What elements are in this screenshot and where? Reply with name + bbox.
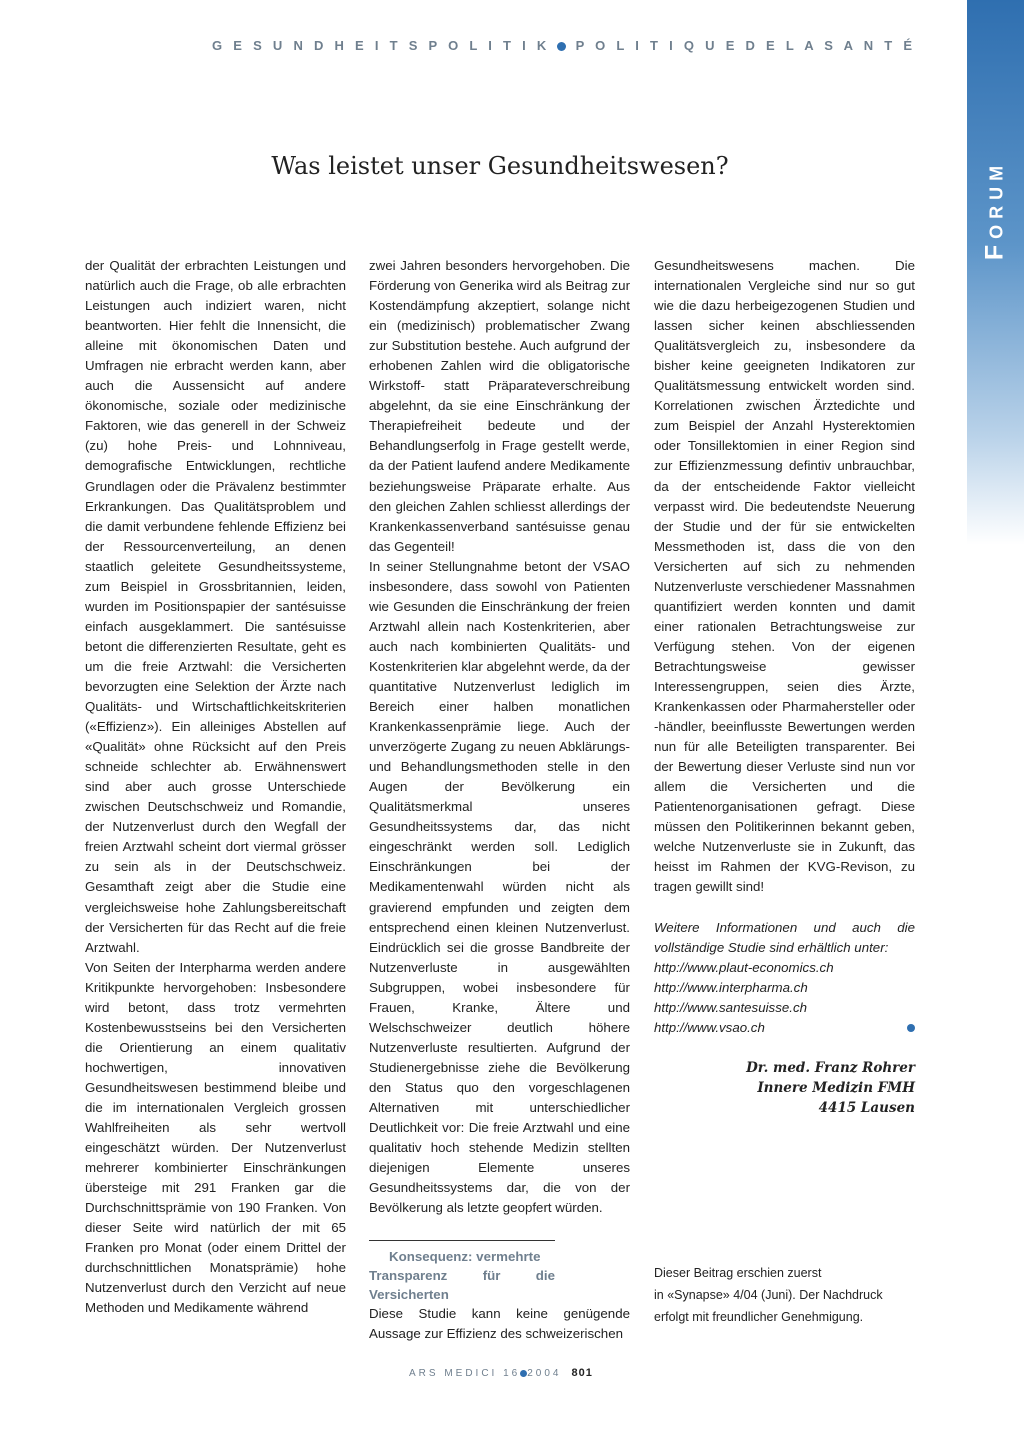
- end-mark-icon: [907, 1024, 915, 1032]
- link[interactable]: http://www.santesuisse.ch: [654, 999, 807, 1015]
- author-location: 4415 Lausen: [818, 1099, 915, 1116]
- journal-year: 2004: [527, 1368, 562, 1379]
- journal-name: ARS MEDICI 16: [409, 1368, 521, 1379]
- column-3: [654, 256, 915, 1118]
- section-subheading: Konsequenz: vermehrte Transparenz für die Versicherten: [369, 1240, 555, 1304]
- column-2: [369, 256, 630, 1344]
- section-sidebar: [967, 0, 1024, 545]
- link-list: [654, 958, 915, 1038]
- paragraph: der Qualität der erbrachten Leistungen und natürlich auch die Frage, ob alle erbrachten Leistungen auch indiziert waren, nicht beantworten. Hier fehlt die Innensicht, die alleine mit ökonomischen Daten und Umfragen nie erbracht werden kann, aber auch die Aussensicht auf andere ökonomische, soziale oder medizinische Faktoren, wie das generell in der Schweiz (zu) hohe Preis- und Lohnniveau, demografische Entwicklungen, rechtliche Grundlagen oder die Prävalenz bestimmter Erkrankungen. Das Qualitätsproblem und die damit verbundene fehlende Effizienz bei der Ressourcenverteilung, an denen staatlich geleitete Gesundheitssysteme, zum Beispiel in Grossbritannien, leiden, wurden im Positionspapier der santésuisse einfach ausgeklammert. Die santésuisse betont die differenzierten Resultate, geht es um die freie Arztwahl: die Versicherten bevorzugten eine Selektion der Ärzte nach Qualitäts- und Wirtschaftlichkeitskriterien («Effizienz»). Ein alleiniges Abstellen auf «Qualität» ohne Rücksicht auf den Preis schneide schlechter ab. Erwähnenswert sind aber auch grosse Unterschiede zwischen Deutschschweiz und Romandie, der Nutzenverlust durch den Wegfall der freien Arztwahl scheint dort viermal grösser zu sein als in der Deutschschweiz. Gesamthaft zeigt aber die Studie eine vergleichsweise hohe Zahlungsbereitschaft der Versicherten für das Recht auf die freie Arztwahl.: [85, 258, 346, 955]
- page-number: 801: [571, 1367, 593, 1379]
- header-right: P O L I T I Q U E D E L A S A N T É: [575, 38, 914, 53]
- more-info-text: Weitere Informationen und auch die vollständige Studie sind erhältlich unter:: [654, 919, 915, 955]
- section-label: FORUM: [980, 159, 1009, 261]
- paragraph: Diese Studie kann keine genügende Aussage zur Effizienz des schweizerischen: [369, 1306, 630, 1342]
- paragraph: zwei Jahren besonders hervorgehoben. Die Förderung von Generika wird als Beitrag zur Kostendämpfung akzeptiert, solange nicht ein (medizinisch) problematischer Zwang zur Substitution bestehe. Auch aufgrund der erhobenen Zahlen wird die obligatorische Wirkstoff- statt Präparateverschreibung abgelehnt, da sie eine Einschränkung der Therapiefreiheit bedeute und der Behandlungserfolg in Frage gestellt werde, da der Patient laufend andere Medikamente beziehungsweise Präparate erhalte. Aus den gleichen Zahlen schliesst allerdings der Krankenkassenverband santésuisse genau das Gegenteil!: [369, 258, 630, 554]
- link[interactable]: http://www.vsao.ch: [654, 1019, 765, 1035]
- publication-note: Dieser Beitrag erschien zuerst in «Synapse» 4/04 (Juni). Der Nachdruck erfolgt mit freundlicher Genehmigung.: [654, 1266, 883, 1324]
- author-block: [654, 1058, 915, 1118]
- running-header: [212, 38, 914, 53]
- link[interactable]: http://www.plaut-economics.ch: [654, 959, 834, 975]
- paragraph: Von Seiten der Interpharma werden andere Kritikpunkte hervorgehoben: Insbesondere wird betont, dass trotz vermehrten Kostenbewusstseins bei den Versicherten die Orientierung an einem qualitativ hochwertigen, innovativen Gesundheitswesen bestimmend bleibe und die im internationalen Vergleich grossen Wahlfreiheiten als sehr wertvoll eingeschätzt würden. Der Nutzenverlust mehrerer kombinierter Einschränkungen übersteige mit 291 Franken gar die Durchschnittsprämie von 190 Franken. Von dieser Seite wird natürlich der mit 65 Franken pro Monat (oder einem Drittel der durchschnittlichen Monatsprämie) hohe Nutzenverlust durch den Verzicht auf neue Methoden und Medikamente während: [85, 959, 346, 1316]
- author-name: Dr. med. Franz Rohrer: [746, 1059, 915, 1076]
- paragraph: In seiner Stellungnahme betont der VSAO insbesondere, dass sowohl von Patienten wie Gesunden die Einschränkung der freien Arztwahl allein nach Kostenkriterien, aber auch nach kombinierten Qualitäts- und Kostenkriterien klar abgelehnt werde, da der quantitative Nutzenverlust lediglich im Bereich einer halben monatlichen Krankenkassenprämie liege. Auch der unverzögerte Zugang zu neuen Abklärungs- und Behandlungsmethoden stelle in den Augen der Bevölkerung ein Qualitätsmerkmal unseres Gesundheitssystems dar, das nicht eingeschränkt werden soll. Lediglich Einschränkungen bei der Medikamentenwahl würden nicht als gravierend empfunden und zeigten dem entsprechend einen kleinen Nutzenverlust. Eindrücklich sei die grosse Bandbreite der Nutzenverluste in ausgewählten Subgruppen, wobei insbesondere für Frauen, Kranke, Ältere und Welschschweizer deutlich höhere Nutzenverluste resultierten. Aufgrund der Studienergebnisse ziehe die Bevölkerung den Status quo den vorgeschlagenen Alternativen mit unterschiedlicher Deutlichkeit vor: Die freie Arztwahl und eine qualitativ hoch stehende Medizin stellten diejenigen Elemente unseres Gesundheitssystems dar, die von der Bevölkerung als letzte geopfert würden.: [369, 558, 630, 1216]
- link[interactable]: http://www.interpharma.ch: [654, 979, 808, 995]
- column-1: [85, 256, 346, 1318]
- paragraph: Gesundheitswesens machen. Die internationalen Vergleiche sind nur so gut wie die dazu herbeigezogenen Studien und lassen sicher keinen abschliessenden Qualitätsvergleich zu, insbesondere da bisher keine geeigneten Indikatoren zur Qualitätsmessung entwickelt worden sind. Korrelationen zwischen Ärztedichte und zum Beispiel der Anzahl Hysterektomien oder Tonsillektomien in einer Region sind zur Effizienzmessung defintiv unbrauchbar, da der entscheidende Faktor vielleicht verpasst wird. Die bedeutendste Neuerung der Studie und der für sie entwickelten Messmethoden ist, dass die von den Versicherten auf sich zu nehmenden Nutzenverluste verschiedener Massnahmen quantifiziert werden konnten und damit einer rationalen Betrachtungsweise zur Verfügung stehen. Von der eigenen Betrachtungsweise gewisser Interessengruppen, seien dies Ärzte, Krankenkassen oder Pharmahersteller oder -händler, beeinflusste Bewertungen werden nun für alle Beteiligten transparenter. Bei der Bewertung dieser Verluste sind nun vor allem die Versicherten und die Patientenorganisationen gefragt. Diese müssen den Politikerinnen bekannt geben, welche Nutzenverluste sie in Zukunft, das heisst im Rahmen der KVG-Revison, zu tragen gewillt sind!: [654, 258, 915, 895]
- article-title: Was leistet unser Gesundheitswesen?: [271, 152, 729, 180]
- page-footer: [409, 1367, 593, 1379]
- author-title: Innere Medizin FMH: [757, 1079, 915, 1096]
- bullet-icon: [557, 42, 566, 51]
- header-left: G E S U N D H E I T S P O L I T I K: [212, 38, 549, 53]
